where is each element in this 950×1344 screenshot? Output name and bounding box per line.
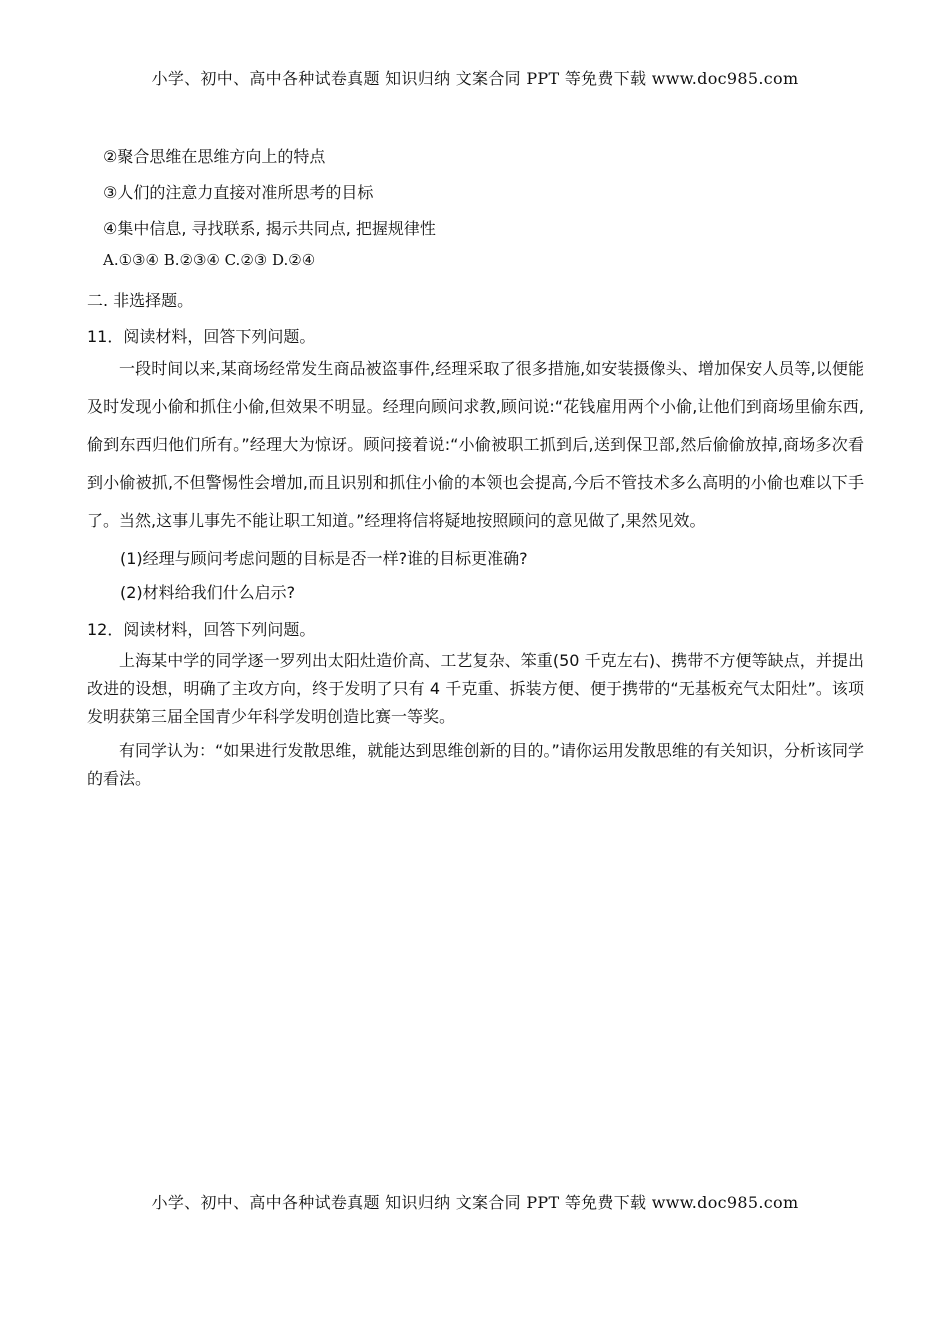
q10-item-3: ③人们的注意力直接对准所思考的目标	[103, 183, 374, 202]
page-footer: 小学、初中、高中各种试卷真题 知识归纳 文案合同 PPT 等免费下载 www.doc985.com	[151, 1193, 799, 1212]
q11-material: 一段时间以来,某商场经常发生商品被盗事件,经理采取了很多措施,如安装摄像头、增加保安人员等,以便能及时发现小偷和抓住小偷,但效果不明显。经理向顾问求教,顾问说:“花钱雇用两个小偷,让他们到商场里偷东西,偷到东西归他们所有。”经理大为惊讶。顾问接着说:“小偷被职工抓到后,送到保卫部,然后偷偷放掉,商场多次看到小偷被抓,不但警惕性会增加,而且识别和抓住小偷的本领也会提高,今后不管技术多么高明的小偷也难以下手了。当然,这事儿事先不能让职工知道。”经理将信将疑地按照顾问的意见做了,果然见效。	[87, 359, 864, 530]
q10-item-4: ④集中信息, 寻找联系, 揭示共同点, 把握规律性	[103, 219, 436, 238]
section-title: 二. 非选择题。	[87, 291, 194, 310]
q11-subquestion-1: (1)经理与顾问考虑问题的目标是否一样?谁的目标更准确?	[120, 549, 528, 568]
q12-question: 有同学认为：“如果进行发散思维，就能达到思维创新的目的。”请你运用发散思维的有关知识，分析该同学的看法。	[87, 741, 864, 788]
q11-subquestion-2: (2)材料给我们什么启示?	[120, 583, 296, 602]
q12-material: 上海某中学的同学逐一罗列出太阳灶造价高、工艺复杂、笨重(50 千克左右)、携带不方便等缺点，并提出改进的设想，明确了主攻方向，终于发明了只有 4 千克重、拆装方便、便于携带的“无基板充气太阳灶”。该项发明获第三届全国青少年科学发明创造比赛一等奖。	[87, 651, 864, 726]
q11-stem: 11．阅读材料，回答下列问题。	[87, 327, 316, 346]
page-header: 小学、初中、高中各种试卷真题 知识归纳 文案合同 PPT 等免费下载 www.doc985.com	[151, 69, 799, 88]
q12-stem: 12．阅读材料，回答下列问题。	[87, 620, 316, 639]
q10-item-2: ②聚合思维在思维方向上的特点	[103, 147, 326, 166]
q10-answer-options: A.①③④ B.②③④ C.②③ D.②④	[103, 251, 316, 269]
